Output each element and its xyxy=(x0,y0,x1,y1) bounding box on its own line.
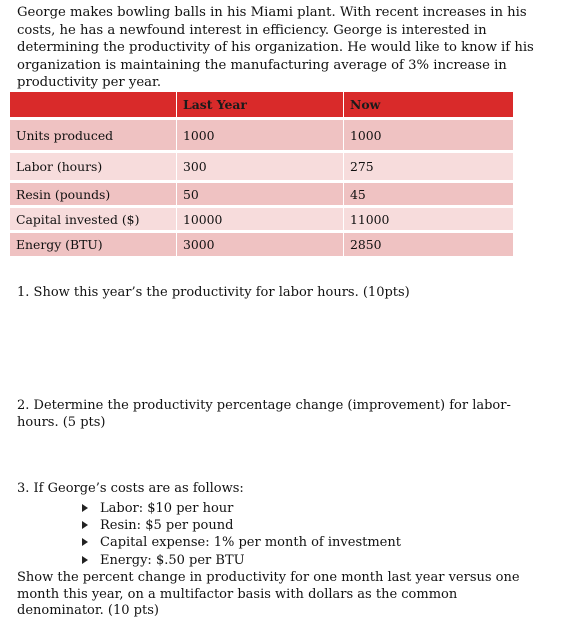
now-value: 11000 xyxy=(343,208,513,230)
triangle-bullet-icon xyxy=(82,521,88,529)
now-value: 2850 xyxy=(343,233,513,256)
list-item xyxy=(82,534,401,551)
list-item xyxy=(82,517,401,534)
row-label: Labor (hours) xyxy=(10,153,176,180)
table-row xyxy=(10,233,513,256)
now-value: 1000 xyxy=(343,120,513,150)
last-year-value: 300 xyxy=(176,153,343,180)
cost-resin: Resin: $5 per pound xyxy=(100,518,234,534)
cost-list xyxy=(82,500,401,569)
question-3-intro: 3. If George’s costs are as follows: xyxy=(17,481,244,496)
question-1: 1. Show this year’s the productivity for labor hours. (10pts) xyxy=(17,285,410,300)
row-label: Units produced xyxy=(10,120,176,150)
last-year-value: 1000 xyxy=(176,120,343,150)
header-cell-last-year: Last Year xyxy=(176,92,343,117)
now-value: 275 xyxy=(343,153,513,180)
question-2: 2. Determine the productivity percentage change (improvement) for labor-hours. (5 pts) xyxy=(17,398,511,430)
last-year-value: 3000 xyxy=(176,233,343,256)
cost-energy: Energy: $.50 per BTU xyxy=(100,552,245,568)
cost-capital: Capital expense: 1% per month of investment xyxy=(100,535,401,551)
question-3-instructions: Show the percent change in productivity for one month last year versus one month this year, on a multifactor basis with dollars as the common denominator. (10 pts) xyxy=(17,570,520,618)
last-year-value: 10000 xyxy=(176,208,343,230)
table-row xyxy=(10,183,513,205)
triangle-bullet-icon xyxy=(82,538,88,546)
problem-intro: George makes bowling balls in his Miami plant. With recent increases in his costs, he has a newfound interest in efficiency. George is interested in determining the productivity of his organization. He would like to know if his organization is maintaining the manufacturing average of 3% increase in productivity per year. xyxy=(17,5,534,91)
cost-labor: Labor: $10 per hour xyxy=(100,501,234,516)
table-header-row xyxy=(10,92,513,117)
now-value: 45 xyxy=(343,183,513,205)
row-label: Capital invested ($) xyxy=(10,208,176,230)
triangle-bullet-icon xyxy=(82,504,88,512)
row-label: Energy (BTU) xyxy=(10,233,176,256)
row-label: Resin (pounds) xyxy=(10,183,176,205)
last-year-value: 50 xyxy=(176,183,343,205)
header-cell-now: Now xyxy=(343,92,513,117)
header-cell-blank xyxy=(10,92,176,117)
list-item xyxy=(82,552,401,569)
productivity-table xyxy=(10,89,513,259)
table-row xyxy=(10,208,513,230)
table-row xyxy=(10,153,513,180)
table-row xyxy=(10,120,513,150)
list-item xyxy=(82,500,401,517)
triangle-bullet-icon xyxy=(82,556,88,564)
